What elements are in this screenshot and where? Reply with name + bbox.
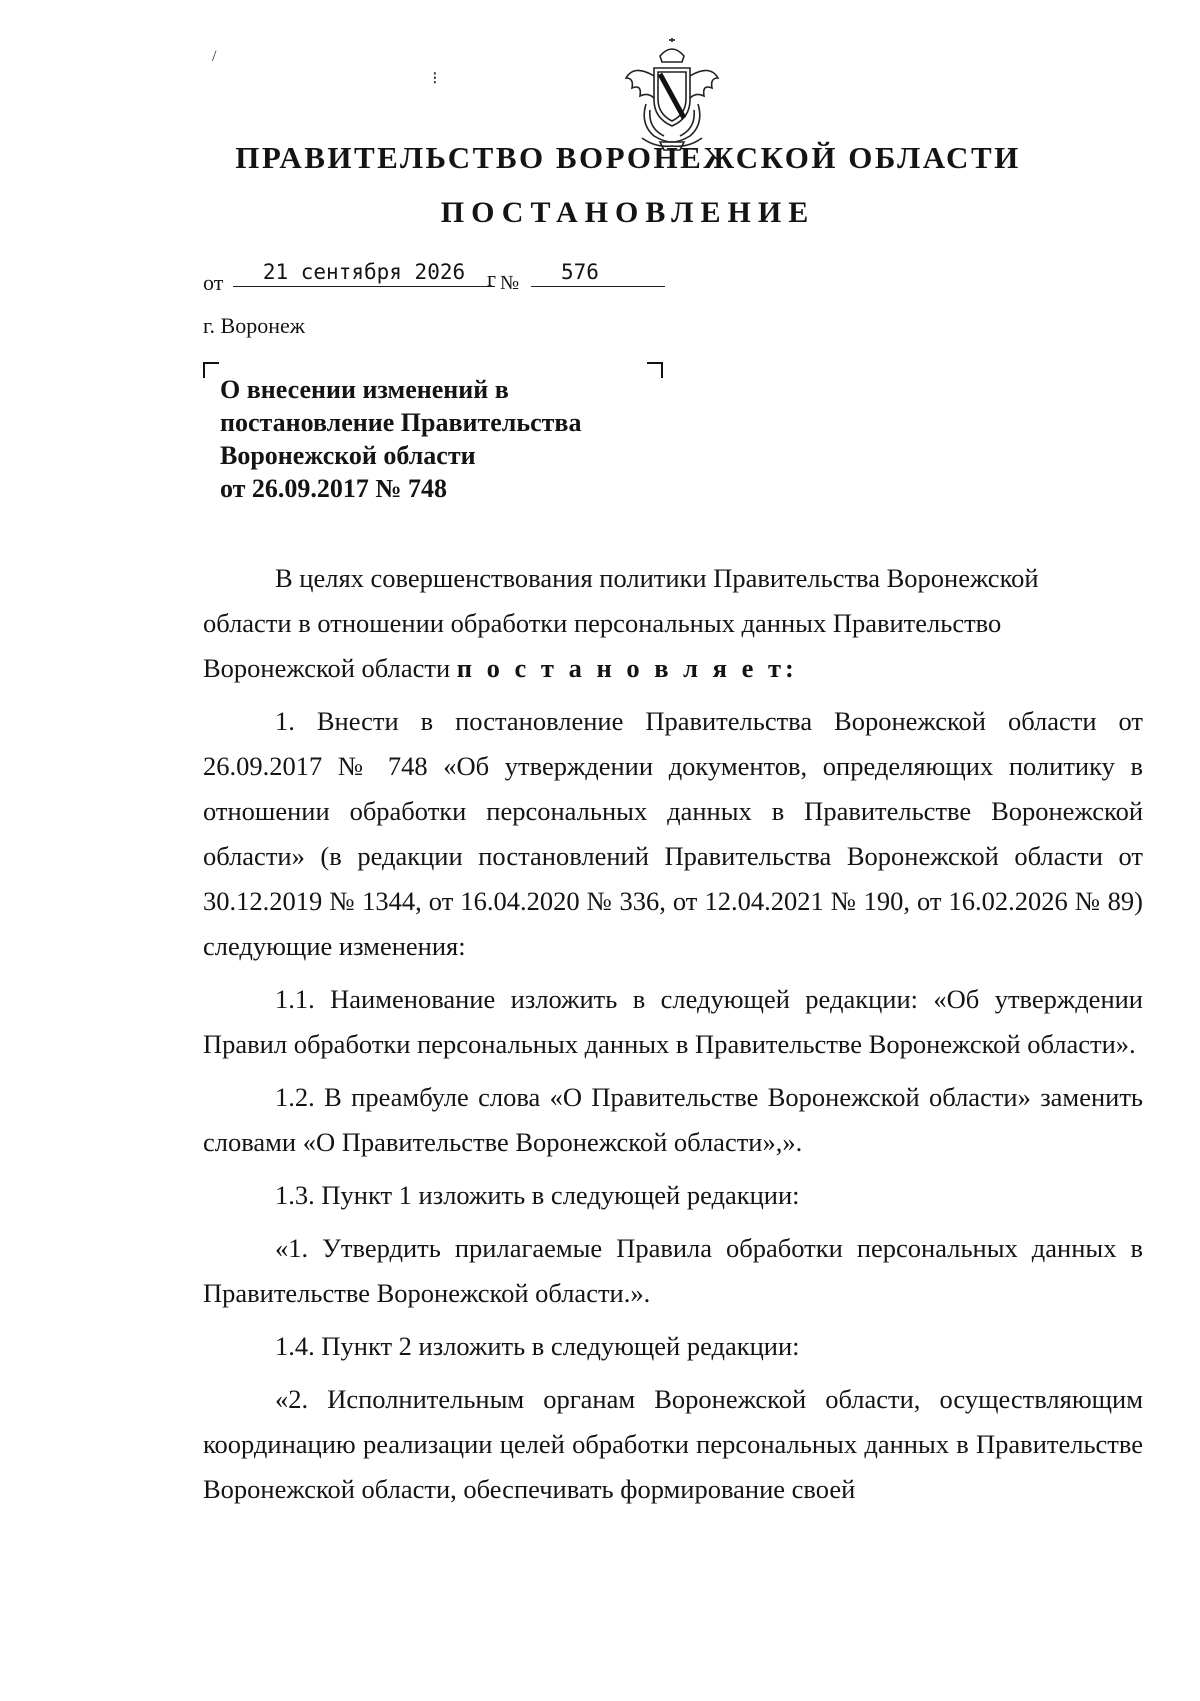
issuing-authority: ПРАВИТЕЛЬСТВО ВОРОНЕЖСКОЙ ОБЛАСТИ: [235, 140, 1021, 175]
document-body: [203, 556, 1143, 1512]
date-number-line: [203, 258, 673, 295]
document-date: 21 сентября 2026: [233, 258, 495, 287]
subject-line: от 26.09.2017 № 748: [220, 474, 448, 503]
subject-corner-mark: [203, 362, 219, 378]
subject-line: постановление Правительства: [220, 408, 582, 437]
preamble-line: [203, 646, 1143, 691]
paragraph-1-2: 1.2. В преамбуле слова «О Правительстве Воронежской области» заменить словами «О Правительстве Воронежской области»,».: [203, 1082, 1143, 1157]
subject-line: Воронежской области: [220, 441, 476, 470]
year-suffix: г: [487, 266, 497, 291]
paragraph-1-1: 1.1. Наименование изложить в следующей редакции: «Об утверждении Правил обработки персональных данных в Правительстве Воронежской области».: [203, 984, 1143, 1059]
date-prefix: от: [203, 270, 224, 295]
subject-line: О внесении изменений в: [220, 375, 509, 404]
preamble-line: В целях совершенствования политики Правительства Воронежской: [275, 563, 1039, 593]
scan-mark: /: [212, 48, 217, 65]
coat-of-arms-icon: [620, 38, 724, 154]
paragraph-1-3-text: «1. Утвердить прилагаемые Правила обработки персональных данных в Правительстве Воронежской области.».: [203, 1233, 1143, 1308]
paragraph-1-4-text: «2. Исполнительным органам Воронежской области, осуществляющим координацию реализации целей обработки персональных данных в Правительстве Воронежской области, обеспечивать формирование своей: [203, 1384, 1143, 1504]
paragraph-1-4: 1.4. Пункт 2 изложить в следующей редакции:: [275, 1331, 800, 1361]
paragraph-1: 1. Внести в постановление Правительства Воронежской области от 26.09.2017 № 748 «Об утверждении документов, определяющих политику в отношении обработки персональных данных в Правительстве Воронежской области» (в редакции постановлений Правительства Воронежской области от 30.12.2019 № 1344, от 16.04.2020 № 336, от 12.04.2021 № 190, от 16.02.2026 № 89) следующие изменения:: [203, 706, 1143, 961]
preamble-line: области в отношении обработки персональных данных Правительство: [203, 608, 1002, 638]
scan-mark: ⁝: [432, 68, 438, 88]
resolves-keyword: п о с т а н о в л я е т:: [456, 653, 798, 683]
document-subject: [220, 373, 660, 505]
preamble-text: Воронежской области: [203, 653, 451, 683]
document-number: 576: [531, 258, 665, 287]
paragraph-1-3: 1.3. Пункт 1 изложить в следующей редакции:: [275, 1180, 800, 1210]
city: г. Воронеж: [203, 313, 305, 338]
number-label: №: [500, 272, 520, 294]
document-type: ПОСТАНОВЛЕНИЕ: [440, 196, 816, 229]
